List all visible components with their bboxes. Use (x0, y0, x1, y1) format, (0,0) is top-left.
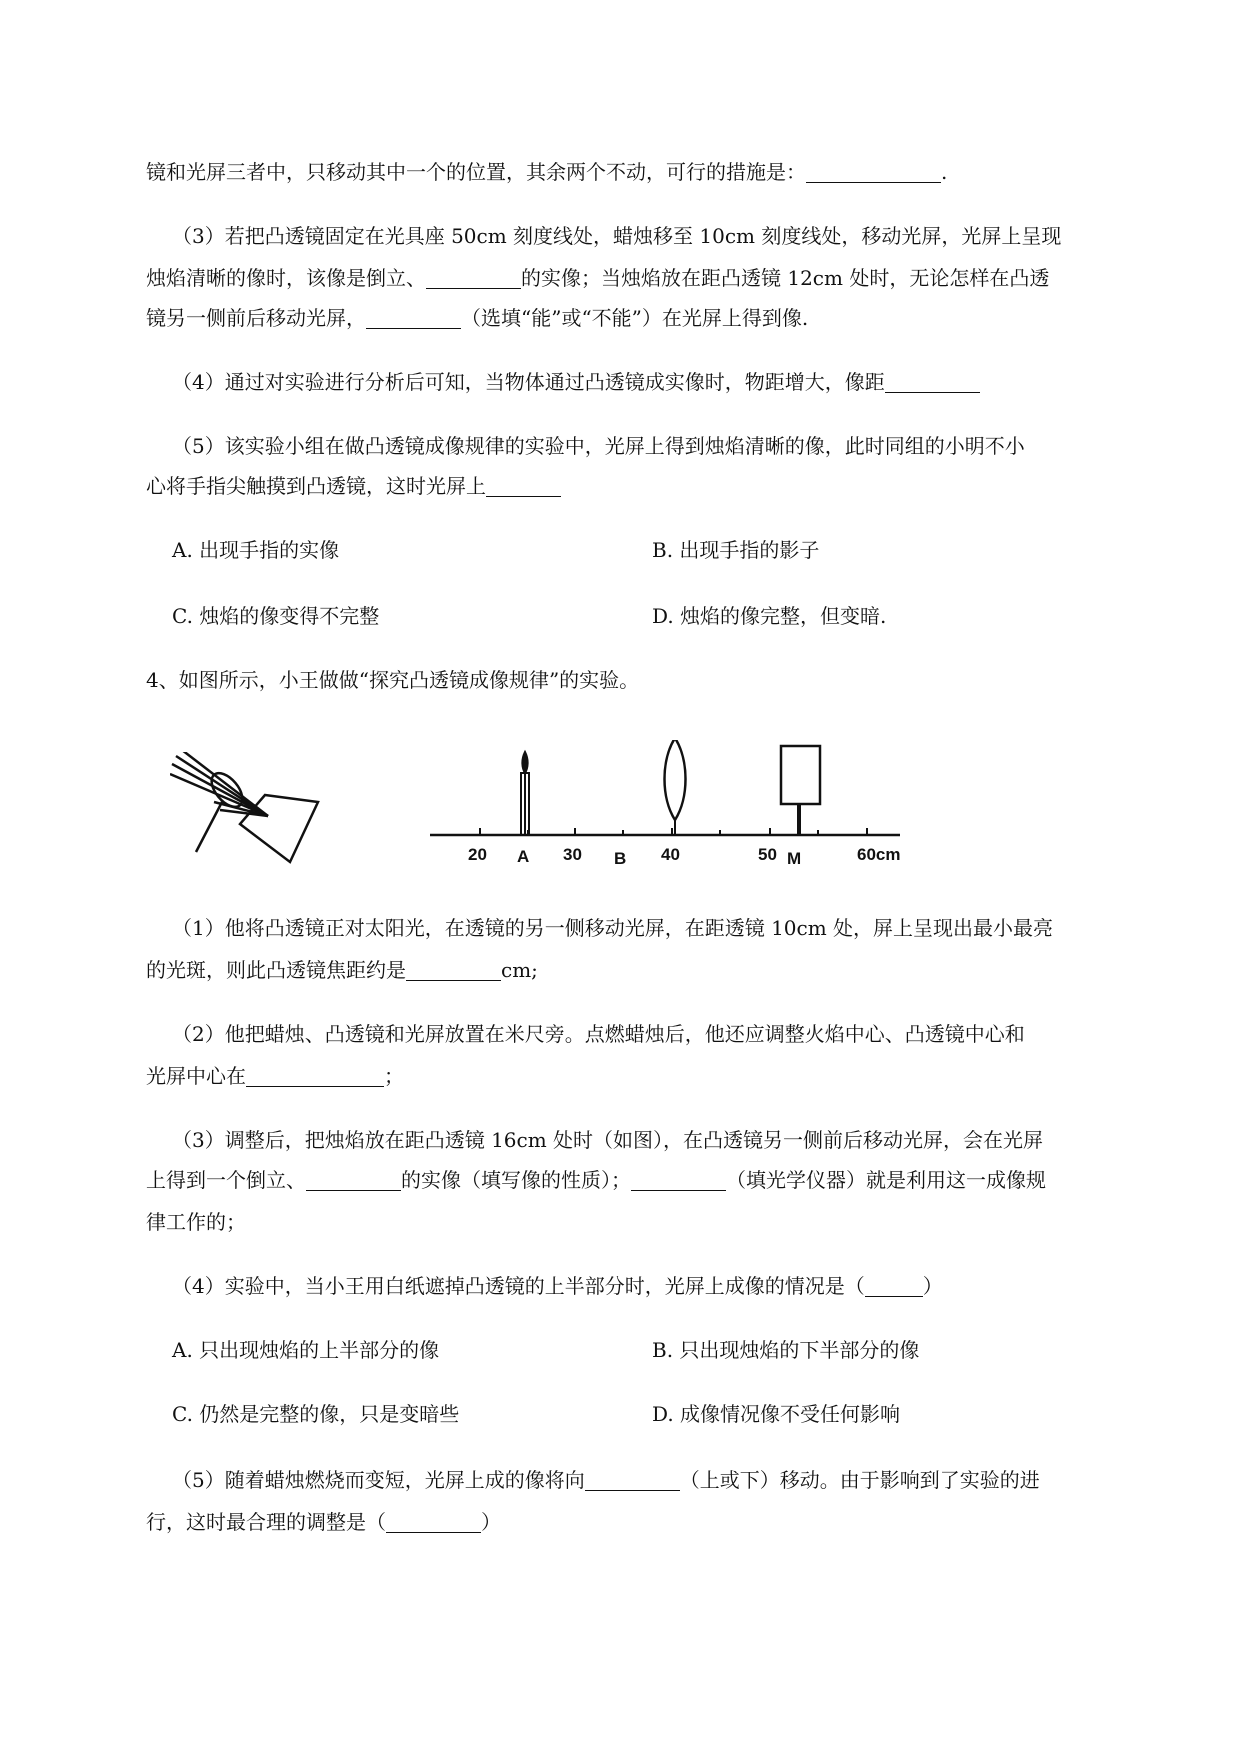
tick-label: 40 (661, 845, 680, 864)
answer-blank[interactable] (366, 308, 461, 329)
answer-blank[interactable] (631, 1170, 726, 1191)
text: 的实像（填写像的性质）； (401, 1168, 631, 1192)
text-line (172, 1272, 943, 1300)
text-line (146, 1208, 246, 1236)
text: cm; (501, 958, 538, 982)
text: （选填“能”或“不能”）在光屏上得到像. (461, 306, 809, 330)
answer-blank[interactable] (585, 1470, 680, 1491)
option-b[interactable]: B. 只出现烛焰的下半部分的像 (652, 1338, 920, 1362)
option-d[interactable]: D. 烛焰的像完整，但变暗. (652, 604, 887, 628)
point-label: M (787, 849, 802, 865)
point-label: B (614, 849, 627, 865)
text: 镜和光屏三者中，只移动其中一个的位置，其余两个不动，可行的措施是： (146, 160, 806, 184)
text-line (146, 956, 538, 984)
text: 的实像；当烛焰放在距凸透镜 12cm 处时，无论怎样在凸透 (521, 266, 1050, 290)
text: 光屏中心在 (146, 1064, 246, 1088)
text: 行，这时最合理的调整是（ (146, 1510, 386, 1534)
text-line (172, 222, 1061, 250)
option-d[interactable]: D. 成像情况像不受任何影响 (652, 1402, 901, 1426)
text: 的光斑，则此凸透镜焦距约是 (146, 958, 406, 982)
tick-label: 60cm (857, 845, 901, 864)
text: 镜另一侧前后移动光屏， (146, 306, 366, 330)
text-line (172, 368, 980, 396)
option-a[interactable]: A. 只出现烛焰的上半部分的像 (172, 1338, 440, 1362)
text-line (146, 1508, 501, 1536)
option-a[interactable]: A. 出现手指的实像 (172, 538, 340, 562)
text: （4）通过对实验进行分析后可知，当物体通过凸透镜成实像时，物距增大，像距 (172, 370, 885, 394)
point-label: A (517, 847, 530, 865)
tick-label: 20 (468, 845, 487, 864)
text: （5）该实验小组在做凸透镜成像规律的实验中，光屏上得到烛焰清晰的像，此时同组的小明不小 (172, 434, 1025, 458)
option-b[interactable]: B. 出现手指的影子 (652, 538, 820, 562)
answer-blank[interactable] (386, 1512, 481, 1533)
option-c[interactable]: C. 烛焰的像变得不完整 (172, 604, 380, 628)
tick-label: 50 (758, 845, 777, 864)
answer-blank[interactable] (406, 960, 501, 981)
text: （3）调整后，把烛焰放在距凸透镜 16cm 处时（如图），在凸透镜另一侧前后移动光屏，会在光屏 (172, 1128, 1044, 1152)
text: （填光学仪器）就是利用这一成像规 (726, 1168, 1046, 1192)
answer-blank[interactable] (885, 372, 980, 393)
optical-bench-figure (425, 740, 905, 869)
text: ） (922, 1274, 943, 1298)
text-line (146, 1166, 1046, 1194)
text: （上或下）移动。由于影响到了实验的进 (679, 1468, 1040, 1492)
sunlight-lens-figure (170, 752, 330, 876)
option-c[interactable]: C. 仍然是完整的像，只是变暗些 (172, 1402, 460, 1426)
question-4-title (146, 666, 639, 694)
text-line (172, 1126, 1043, 1154)
text: ； (384, 1064, 404, 1088)
text: 律工作的； (146, 1210, 246, 1234)
text: （1）他将凸透镜正对太阳光，在透镜的另一侧移动光屏，在距透镜 10cm 处，屏上呈现出最小最亮 (172, 916, 1054, 940)
answer-blank[interactable] (306, 1170, 401, 1191)
text-line (146, 1062, 404, 1090)
text: 上得到一个倒立、 (146, 1168, 306, 1192)
text-line (146, 158, 947, 186)
text: 4、如图所示，小王做做“探究凸透镜成像规律”的实验。 (146, 668, 640, 692)
text: ） (481, 1510, 501, 1534)
tick-label: 30 (563, 845, 582, 864)
text: 烛焰清晰的像时，该像是倒立、 (146, 266, 426, 290)
answer-blank[interactable] (246, 1066, 384, 1087)
candle (521, 752, 529, 835)
optical-bench-illustration (425, 740, 905, 865)
text: （5）随着蜡烛燃烧而变短，光屏上成的像将向 (172, 1468, 585, 1492)
text: （4）实验中，当小王用白纸遮掉凸透镜的上半部分时，光屏上成像的情况是（ (172, 1274, 865, 1298)
answer-blank[interactable] (486, 476, 561, 497)
text-line (172, 914, 1053, 942)
text-line (172, 1020, 1025, 1048)
text-line (172, 432, 1025, 460)
convex-lens (665, 740, 686, 835)
text: （2）他把蜡烛、凸透镜和光屏放置在米尺旁。点燃蜡烛后，他还应调整火焰中心、凸透镜中心和 (172, 1022, 1025, 1046)
light-screen (781, 746, 820, 835)
answer-blank[interactable] (806, 162, 941, 183)
text-line (146, 304, 808, 332)
sunlight-lens-illustration (170, 752, 330, 872)
text: . (941, 160, 948, 184)
answer-blank[interactable] (865, 1276, 923, 1297)
answer-blank[interactable] (426, 268, 521, 289)
text: （3）若把凸透镜固定在光具座 50cm 刻度线处，蜡烛移至 10cm 刻度线处，移动光屏，光屏上呈现 (172, 224, 1062, 248)
text-line (146, 472, 561, 500)
text-line (172, 1466, 1040, 1494)
text-line (146, 264, 1049, 292)
text: 心将手指尖触摸到凸透镜，这时光屏上 (146, 474, 486, 498)
